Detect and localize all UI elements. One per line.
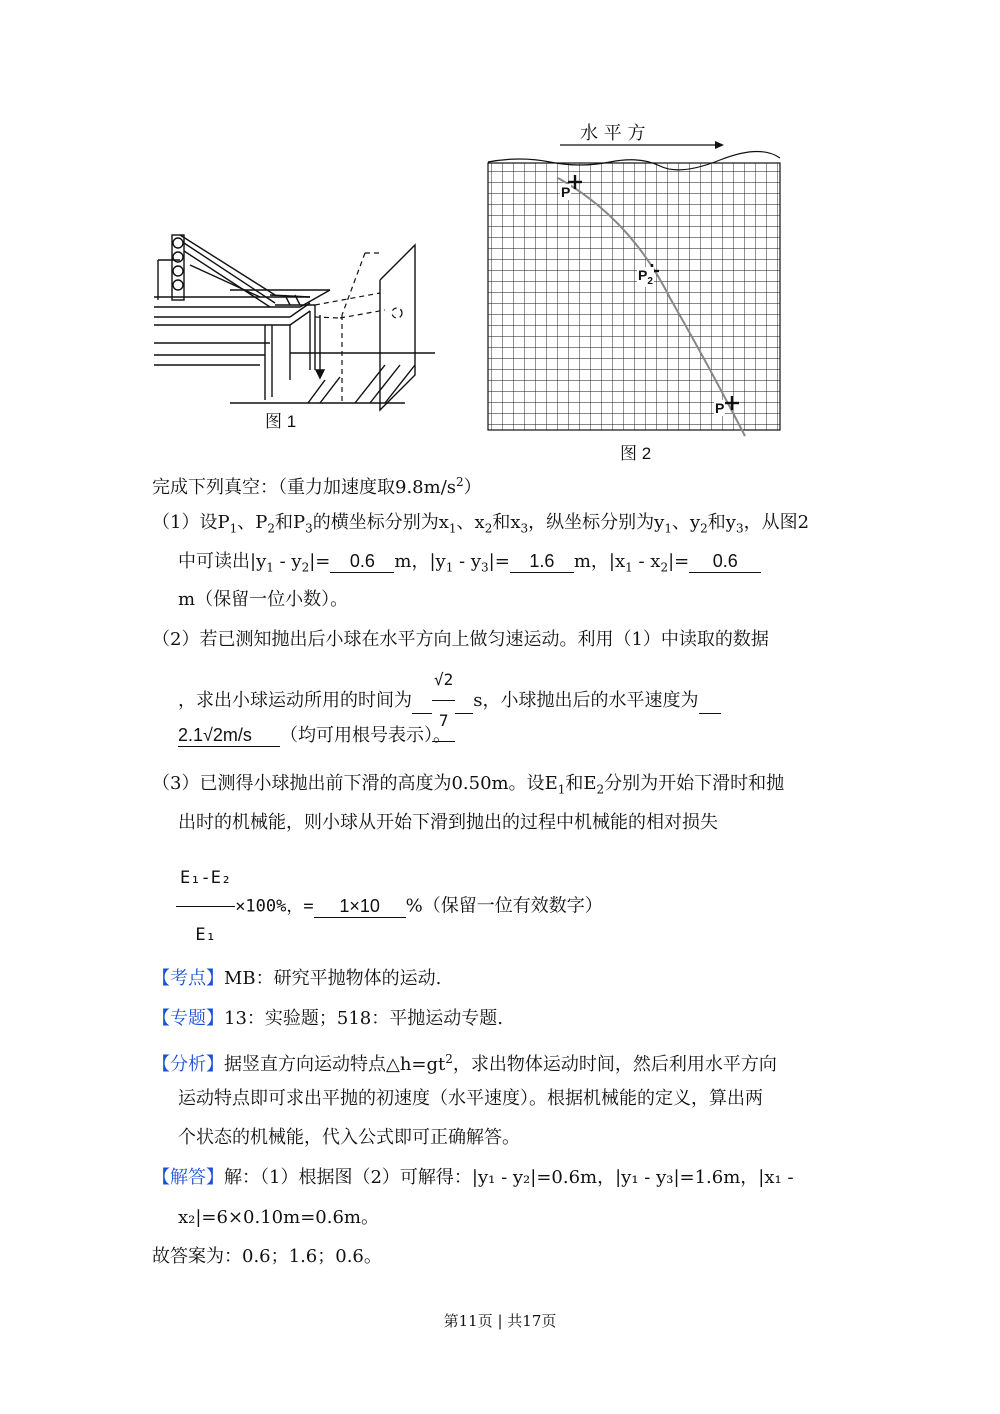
q2-blank-lead [412, 713, 432, 714]
fenxi-sup: 2 [445, 1052, 453, 1066]
figure-1-apparatus [150, 225, 440, 415]
q2-blank-tail [455, 713, 473, 714]
q1-text: ，纵坐标分别为y [528, 512, 665, 533]
q3-text: 和E [565, 773, 597, 794]
q1-l1-a: （1）设P [152, 512, 230, 533]
q1-text: - y [273, 551, 302, 572]
q3-text: 分别为开始下滑时和抛 [604, 773, 785, 794]
fenxi-line1 [152, 1046, 777, 1078]
q1-line2 [178, 549, 761, 581]
q1-text: 、P [237, 512, 268, 533]
intro-text: 完成下列真空：（重力加速度取9.8m/s [152, 477, 456, 498]
intro-close: ） [463, 477, 482, 498]
q3-line1 [152, 771, 784, 803]
q1-sub: 3 [735, 521, 744, 536]
jieda-tag: 【解答】 [152, 1167, 224, 1188]
point-p1-label: P [561, 184, 571, 200]
page-footer: 第11页 | 共17页 [443, 1312, 557, 1330]
intro-line [152, 469, 482, 501]
q1-sub: 1 [266, 560, 274, 575]
q2-time-den: 7 [438, 711, 449, 730]
q3-suffix: %（保留一位有效数字） [405, 895, 603, 917]
jieda-line2: x₂|=6×0.10m=0.6m。 [178, 1207, 379, 1228]
q1-line3: m（保留一位小数）。 [178, 589, 349, 610]
q1-text: |= [309, 551, 331, 572]
q1-text: - x [632, 551, 661, 572]
q3-energy-fraction [176, 850, 235, 963]
q1-sub: 1 [448, 521, 457, 536]
q1-text: 和P [274, 512, 306, 533]
figure-2-arrow-label: 水 平 方 [580, 123, 646, 144]
q1-text: - y [453, 551, 482, 572]
jieda-line1 [152, 1165, 794, 1191]
q1-unit1: m，|y [394, 551, 446, 572]
figure-2-grid [480, 138, 790, 438]
q1-sub: 2 [267, 521, 275, 536]
q1-answer-2: 1.6 [510, 550, 574, 573]
q1-answer-1: 0.6 [330, 550, 394, 573]
figure-2-caption: 图 2 [620, 444, 652, 463]
q3-sub: 1 [557, 782, 566, 797]
q1-sub: 2 [700, 521, 708, 536]
fenxi-tag: 【分析】 [152, 1054, 224, 1075]
fenxi-line3: 个状态的机械能，代入公式即可正确解答。 [178, 1127, 520, 1148]
q2-velocity-answer: 2.1√2m/s [178, 724, 280, 747]
q1-line1 [152, 510, 809, 542]
jieda-l1: 解：（1）根据图（2）可解得：|y₁ - y₂|=0.6m，|y₁ - y₃|=1.6m，|x₁ - [224, 1167, 794, 1188]
q1-text: 、y [671, 512, 701, 533]
answer-line: 故答案为：0.6；1.6；0.6。 [152, 1246, 382, 1267]
point-p2-letter: P [638, 267, 648, 283]
q1-sub: 1 [625, 560, 633, 575]
q2-blank-velocity-start [699, 713, 721, 714]
q1-text: 的横坐标分别为x [312, 512, 449, 533]
kaodian-line [152, 966, 441, 992]
q1-sub: 3 [481, 560, 489, 575]
q1-l2-prefix: 中可读出|y [178, 551, 267, 572]
q2-line3 [178, 723, 451, 749]
q1-text: 和y [707, 512, 736, 533]
q3-line2: 出时的机械能，则小球从开始下滑到抛出的过程中机械能的相对损失 [178, 812, 718, 833]
q2-line1: （2）若已测知抛出后小球在水平方向上做匀速运动。利用（1）中读取的数据 [152, 629, 769, 650]
q1-text: |= [668, 551, 690, 572]
q3-sub: 2 [596, 782, 605, 797]
q1-sub: 3 [520, 521, 529, 536]
q3-l1-a: （3）已测得小球抛出前下滑的高度为0.50m。设E [152, 773, 558, 794]
q1-sub: 1 [664, 521, 672, 536]
q2-l2-prefix: ，求出小球运动所用的时间为 [178, 690, 412, 711]
q3-times: ×100%，= [235, 896, 314, 917]
q1-sub: 1 [445, 560, 454, 575]
q1-unit2: m，|x [573, 551, 626, 572]
q3-frac-num: E₁-E₂ [176, 850, 235, 907]
zhuanti-tag: 【专题】 [152, 1008, 224, 1029]
intro-sup: 2 [456, 475, 464, 489]
q1-text: 和x [492, 512, 521, 533]
q2-unit: s，小球抛出后的水平速度为 [473, 690, 699, 711]
q1-text: 、x [456, 512, 485, 533]
point-p2-label [637, 267, 654, 287]
q3-answer: 1×10 [314, 895, 406, 918]
q1-answer-3: 0.6 [689, 550, 761, 573]
q1-sub: 2 [660, 560, 669, 575]
kaodian-tag: 【考点】 [152, 968, 224, 989]
q3-line3 [176, 850, 603, 963]
zhuanti-line [152, 1006, 503, 1032]
kaodian-text: MB：研究平抛物体的运动. [224, 968, 442, 989]
q2-suffix: （均可用根号表示）。 [280, 725, 451, 746]
point-p2-sub: 2 [647, 275, 653, 287]
point-p3-label: P [715, 400, 725, 416]
figure-1-caption: 图 1 [265, 412, 297, 431]
fenxi-l1-end: ，求出物体运动时间，然后利用水平方向 [452, 1054, 777, 1075]
q1-text: |= [488, 551, 510, 572]
fenxi-l1: 据竖直方向运动特点△h=gt [224, 1054, 446, 1075]
q2-time-num: √2 [432, 660, 455, 701]
q1-sub: 1 [229, 521, 238, 536]
q1-sub: 3 [305, 521, 313, 536]
q1-sub: 2 [484, 521, 493, 536]
q1-text: ，从图2 [743, 512, 810, 533]
fenxi-line2: 运动特点即可求出平抛的初速度（水平速度）。根据机械能的定义，算出两 [178, 1088, 763, 1109]
q3-frac-den: E₁ [195, 925, 216, 945]
q1-sub: 2 [301, 560, 310, 575]
zhuanti-text: 13：实验题；518：平抛运动专题. [224, 1008, 503, 1029]
